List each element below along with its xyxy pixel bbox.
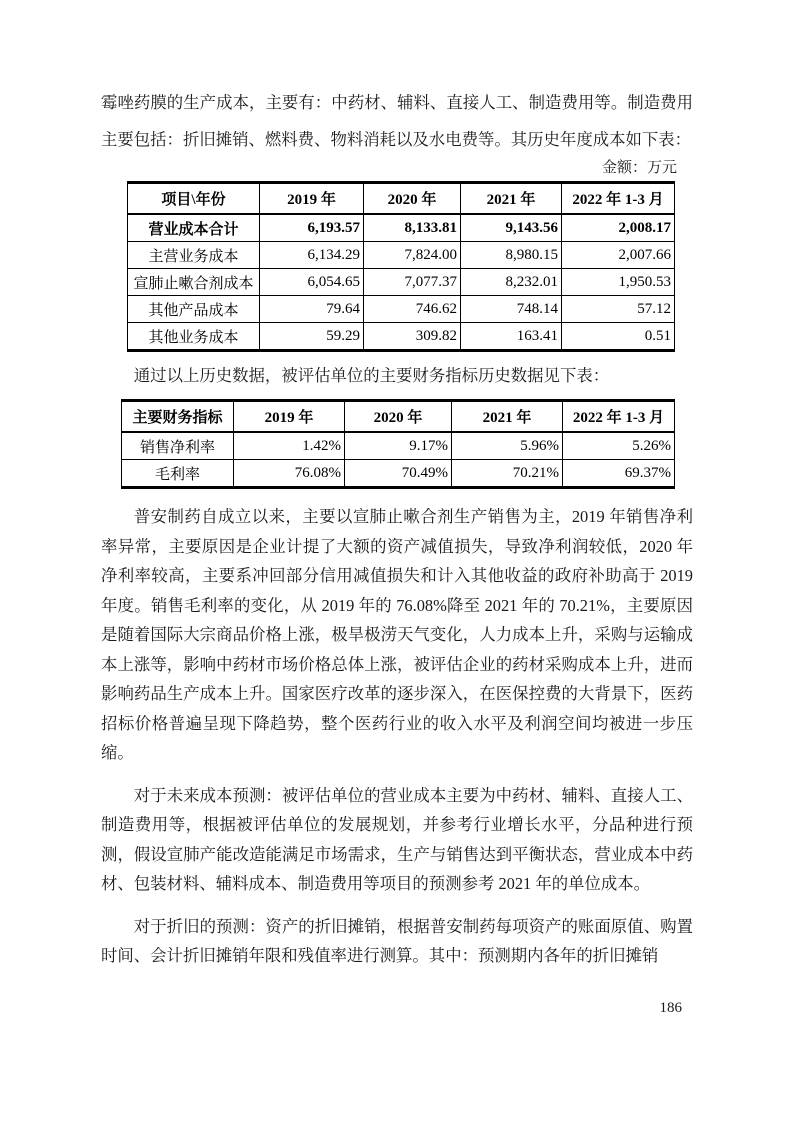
row-label: 毛利率 (122, 460, 234, 488)
paragraph-depreciation-forecast: 对于折旧的预测：资产的折旧摊销，根据普安制药每项资产的账面原值、购置时间、会计折旧摊销年限和残值率进行测算。其中：预测期内各年的折旧摊销 (101, 916, 693, 965)
paragraph-analysis: 普安制药自成立以来，主要以宣肺止嗽合剂生产销售为主，2019 年销售净利率异常，主要原因是企业计提了大额的资产减值损失，导致净利润较低，2020 年净利率较高，主要系冲回部分信用减值损失和计入其他收益的政府补助高于 2019 年度。销售毛利率的变化，从 2019 年的 76.08%降至 2021 年的 70.21%，主要原因是随着国际大宗商品价格上涨，极旱极涝天气变化，人力成本上升，采购与运输成本上涨等，影响中药材市场价格总体上涨，被评估企业的药材采购成本上升，进而影响药品生产成本上升。国家医疗改革的逐步深入，在医保控费的大背景下，医药招标价格普遍呈现下降趋势，整个医药行业的收入水平及利润空间均被进一步压缩。 (101, 507, 693, 762)
row-label: 其他业务成本 (128, 323, 260, 351)
cell-value: 7,077.37 (364, 269, 461, 296)
cell-value: 8,232.01 (461, 269, 562, 296)
cell-value: 6,134.29 (260, 242, 364, 269)
cell-value: 76.08% (234, 460, 345, 488)
cell-value: 6,193.57 (260, 214, 364, 242)
table-row (128, 242, 675, 269)
table-row (122, 432, 675, 460)
cell-value: 5.26% (563, 432, 675, 460)
cell-value: 2,007.66 (562, 242, 675, 269)
table-row (128, 269, 675, 296)
cell-value: 748.14 (461, 296, 562, 323)
cell-value: 70.49% (345, 460, 452, 488)
table-unit-note: 金额：万元 (601, 160, 677, 176)
cell-value: 6,054.65 (260, 269, 364, 296)
page-content (101, 0, 693, 971)
row-label: 主营业务成本 (128, 242, 260, 269)
column-header: 2020 年 (345, 401, 452, 433)
cell-value: 2,008.17 (562, 214, 675, 242)
column-header: 2021 年 (452, 401, 563, 433)
paragraph-cost-intro: 霉唑药膜的生产成本，主要有：中药材、辅料、直接人工、制造费用等。制造费用主要包括：折旧摊销、燃料费、物料消耗以及水电费等。其历史年度成本如下表： (101, 93, 693, 149)
page-number: 186 (659, 1000, 682, 1016)
row-label: 营业成本合计 (128, 214, 260, 242)
cost-history-table (127, 181, 675, 352)
column-header: 项目\年份 (128, 183, 260, 215)
cell-value: 1.42% (234, 432, 345, 460)
row-label: 销售净利率 (122, 432, 234, 460)
table-row (122, 460, 675, 488)
table-row (128, 214, 675, 242)
cell-value: 8,133.81 (364, 214, 461, 242)
cell-value: 9,143.56 (461, 214, 562, 242)
cell-value: 9.17% (345, 432, 452, 460)
table-body (128, 214, 675, 351)
row-label: 宣肺止嗽合剂成本 (128, 269, 260, 296)
cell-value: 746.62 (364, 296, 461, 323)
cell-value: 70.21% (452, 460, 563, 488)
paragraph-cost-forecast: 对于未来成本预测：被评估单位的营业成本主要为中药材、辅料、直接人工、制造费用等，根据被评估单位的发展规划，并参考行业增长水平，分品种进行预测，假设宣肺产能改造能满足市场需求，生产与销售达到平衡状态，营业成本中药材、包装材料、辅料成本、制造费用等项目的预测参考 2021 年的单位成本。 (101, 785, 693, 893)
cell-value: 79.64 (260, 296, 364, 323)
cell-value: 163.41 (461, 323, 562, 351)
cell-value: 309.82 (364, 323, 461, 351)
column-header: 2022 年 1-3 月 (562, 183, 675, 215)
cell-value: 8,980.15 (461, 242, 562, 269)
cell-value: 1,950.53 (562, 269, 675, 296)
paragraph-between-tables: 通过以上历史数据，被评估单位的主要财务指标历史数据见下表： (133, 366, 610, 385)
cell-value: 5.96% (452, 432, 563, 460)
cell-value: 59.29 (260, 323, 364, 351)
cell-value: 57.12 (562, 296, 675, 323)
financial-indicator-table (121, 399, 675, 489)
column-header: 2021 年 (461, 183, 562, 215)
cell-value: 0.51 (562, 323, 675, 351)
table-header-row (122, 401, 675, 433)
table-header-row (128, 183, 675, 215)
column-header: 2019 年 (234, 401, 345, 433)
row-label: 其他产品成本 (128, 296, 260, 323)
table-body (122, 432, 675, 488)
column-header: 2022 年 1-3 月 (563, 401, 675, 433)
column-header: 2020 年 (364, 183, 461, 215)
column-header: 主要财务指标 (122, 401, 234, 433)
column-header: 2019 年 (260, 183, 364, 215)
cell-value: 7,824.00 (364, 242, 461, 269)
table-row (128, 323, 675, 351)
table-row (128, 296, 675, 323)
cell-value: 69.37% (563, 460, 675, 488)
